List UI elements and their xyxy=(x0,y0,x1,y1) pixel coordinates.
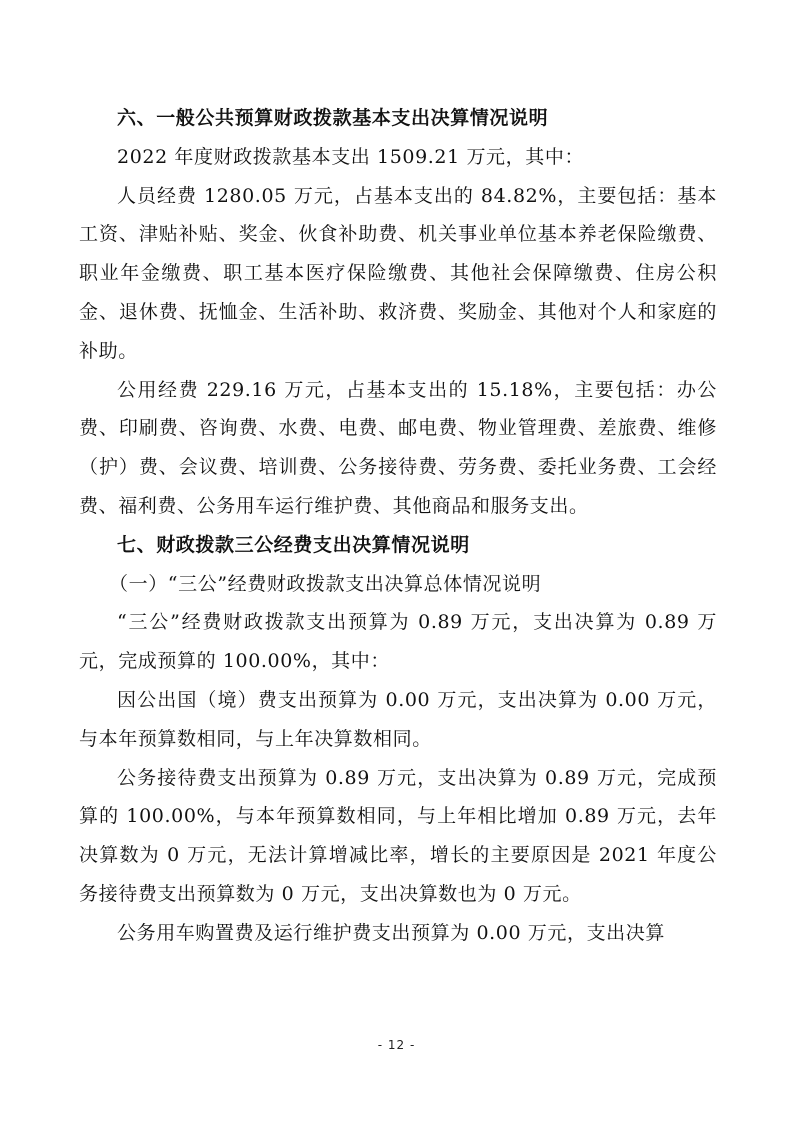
section-7-paragraph-vehicle: 公务用车购置费及运行维护费支出预算为 0.00 万元，支出决算 xyxy=(117,921,665,944)
section-7-subheading-overall: （一）“三公”经费财政拨款支出决算总体情况说明 xyxy=(109,572,542,595)
section-7-paragraph-budget: “三公”经费财政拨款支出预算为 0.89 万元，支出决算为 0.89 万元，完成预算的 100.00%，其中： xyxy=(79,611,717,673)
section-6-heading: 六、一般公共预算财政拨款基本支出决算情况说明 xyxy=(117,107,549,129)
section-7-paragraph-abroad: 因公出国（境）费支出预算为 0.00 万元，支出决算为 0.00 万元，与本年预算数相同，与上年决算数相同。 xyxy=(79,688,717,750)
section-6-paragraph-public: 公用经费 229.16 万元，占基本支出的 15.18%，主要包括：办公费、印刷费、咨询费、水费、电费、邮电费、物业管理费、差旅费、维修（护）费、会议费、培训费、公务接待费、劳务费、委托业务费、工会经费、福利费、公务用车运行维护费、其他商品和服务支出。 xyxy=(79,378,717,517)
page-number: - 12 - xyxy=(377,1038,416,1052)
section-7-heading: 七、财政拨款三公经费支出决算情况说明 xyxy=(117,533,470,556)
section-7-paragraph-reception: 公务接待费支出预算为 0.89 万元，支出决算为 0.89 万元，完成预算的 100.00%，与本年预算数相同，与上年相比增加 0.89 万元，去年决算数为 0 万元，无法计算增减比率，增长的主要原因是 2021 年度公务接待费支出预算数为 0 万元，支出决算数也为 0 万元。 xyxy=(79,766,717,905)
document-body xyxy=(79,99,717,953)
section-6-paragraph-total: 2022 年度财政拨款基本支出 1509.21 万元，其中： xyxy=(117,145,585,168)
section-6-paragraph-personnel: 人员经费 1280.05 万元，占基本支出的 84.82%，主要包括：基本工资、津贴补贴、奖金、伙食补助费、机关事业单位基本养老保险缴费、职业年金缴费、职工基本医疗保险缴费、其他社会保障缴费、住房公积金、退休费、抚恤金、生活补助、救济费、奖励金、其他对个人和家庭的补助。 xyxy=(79,184,717,362)
